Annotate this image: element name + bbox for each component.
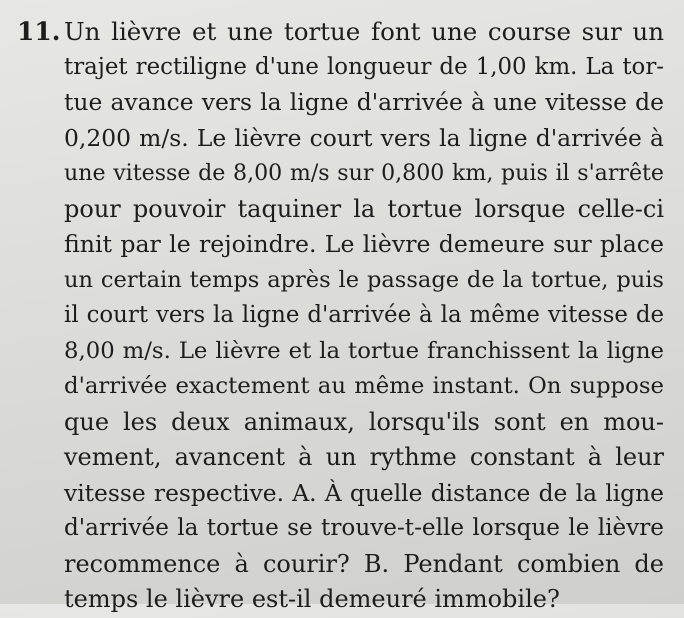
problem-line: temps le lièvre est-il demeuré immobile? [64, 585, 560, 613]
problem-line: que les deux animaux, lorsqu'ils sont en mou- [64, 407, 664, 436]
problem-line: vement, avancent à un rythme constant à leur [64, 443, 664, 471]
problem-line: il court vers la ligne d'arrivée à la même vitesse de [64, 302, 664, 328]
problem-line: pour pouvoir taquiner la tortue lorsque celle-ci [64, 194, 664, 223]
problem-line: trajet rectiligne d'une longueur de 1,00 km. La tor- [64, 53, 664, 80]
problem-line: 0,200 m/s. Le lièvre court vers la ligne d'arrivée à [64, 123, 664, 152]
problem-line: tue avance vers la ligne d'arrivée à une vitesse de [64, 88, 664, 116]
problem-line: vitesse respective. A. À quelle distance de la ligne [64, 478, 664, 507]
problem-line: une vitesse de 8,00 m/s sur 0,800 km, puis il s'arrête [64, 160, 664, 186]
problem-line: d'arrivée exactement au même instant. On suppose [64, 373, 664, 399]
problem-line: Un lièvre et une tortue font une course sur un [64, 17, 664, 46]
problem-text [64, 14, 664, 618]
problem-line: d'arrivée la tortue se trouve-t-elle lorsque le lièvre [64, 515, 664, 541]
problem-line: un certain temps après le passage de la tortue, puis [64, 266, 664, 293]
problem-number: 11. [17, 17, 61, 46]
problem-line: recommence à courir? B. Pendant combien de [64, 549, 664, 578]
problem-line: 8,00 m/s. Le lièvre et la tortue franchissent la ligne [64, 337, 664, 364]
problem-line: finit par le rejoindre. Le lièvre demeure sur place [64, 230, 664, 258]
